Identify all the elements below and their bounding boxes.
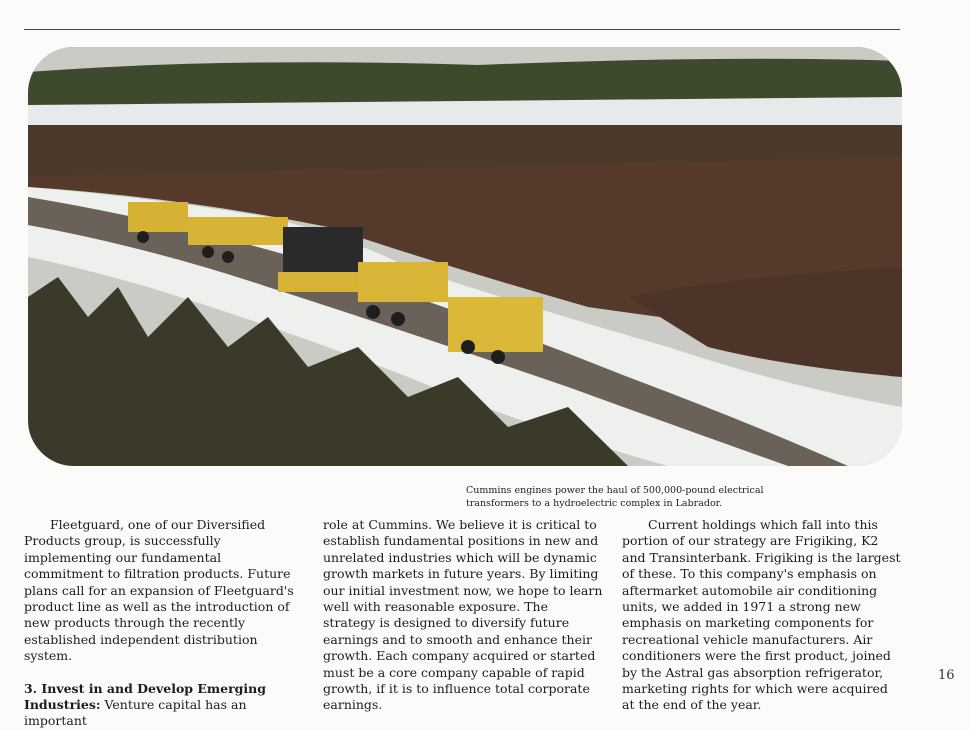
column-2 xyxy=(323,517,603,714)
page-number: 16 xyxy=(938,668,955,683)
photo-illustration xyxy=(28,47,902,466)
col1-paragraph: Fleetguard, one of our Diversified Products group, is successfully implementing our fundamental commitment to filtration products. Future plans call for an expansion of Fleetguard's product line as well as the introduction of new products through the recently established independent distribution system. xyxy=(24,517,294,664)
photo-caption: Cummins engines power the haul of 500,000-pound electrical transformers to a hydroelectric complex in Labrador. xyxy=(466,485,764,509)
column-1 xyxy=(24,517,296,730)
section-heading: 3. Invest in and Develop Emerging Industries: xyxy=(24,680,266,713)
col2-paragraph: role at Cummins. We believe it is critical to establish fundamental positions in new and unrelated industries which will be dynamic growth markets in future years. By limiting our initial investment now, we hope to learn well with reasonable exposure. The strategy is designed to diversify future earnings and to smooth and enhance their growth. Each company acquired or started must be a core company capable of rapid growth, if it is to influence total corporate earnings. xyxy=(323,517,603,713)
column-3 xyxy=(622,517,904,714)
truck-photo xyxy=(28,47,902,466)
heading-continuation: Venture capital has an important xyxy=(24,697,247,729)
top-rule xyxy=(24,29,900,30)
col3-paragraph: Current holdings which fall into this portion of our strategy are Frigiking, K2 and Transinterbank. Frigiking is the largest of these. To this company's emphasis on aftermarket automobile air conditioning units, we added in 1971 a strong new emphasis on marketing components for recreational vehicle manufacturers. Air conditioners were the first product, joined by the Astral gas absorption refrigerator, marketing rights for which were acquired at the end of the year. xyxy=(622,517,901,713)
col1-heading-block xyxy=(24,681,296,730)
